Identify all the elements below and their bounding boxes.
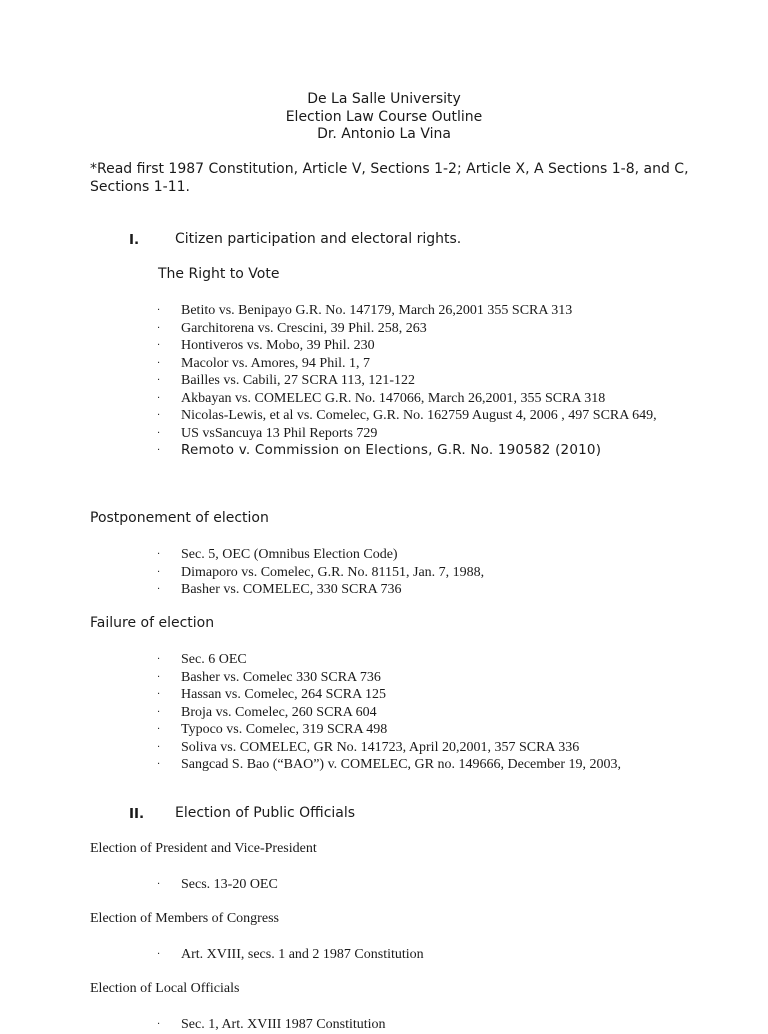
list-item: · Dimaporo vs. Comelec, G.R. No. 81151, Jan. 7, 1988,	[157, 564, 485, 580]
university-name: De La Salle University	[307, 91, 461, 107]
bullet-icon: ·	[157, 724, 161, 735]
list-item: · Remoto v. Commission on Elections, G.R. No. 190582 (2010)	[157, 442, 602, 458]
failure-list	[157, 651, 687, 774]
list-item: · Sangcad S. Bao (“BAO”) v. COMELEC, GR no. 149666, December 19, 2003,	[157, 757, 622, 772]
list-item: · US vsSancuya 13 Phil Reports 729	[157, 425, 378, 441]
list-item: · Basher vs. Comelec 330 SCRA 736	[157, 669, 381, 685]
bullet-icon: ·	[157, 322, 161, 334]
list-item: · Sec. 6 OEC	[157, 652, 247, 667]
list-item: · Secs. 13-20 OEC	[157, 877, 278, 892]
bullet-icon: ·	[157, 654, 161, 665]
bullet-icon: ·	[157, 445, 161, 456]
postponement-list	[157, 546, 687, 599]
bullet-icon: ·	[157, 357, 161, 369]
bullet-icon: ·	[157, 427, 161, 439]
bullet-icon: ·	[157, 584, 161, 595]
instructor-name: Dr. Antonio La Vina	[317, 126, 451, 142]
bullet-icon: ·	[157, 741, 161, 753]
list-item: · Typoco vs. Comelec, 319 SCRA 498	[157, 722, 388, 737]
subheading-right-to-vote: The Right to Vote	[158, 266, 280, 282]
local-list	[157, 1016, 687, 1034]
list-item: · Sec. 1, Art. XVIII 1987 Constitution	[157, 1017, 386, 1032]
list-item: · Broja vs. Comelec, 260 SCRA 604	[157, 704, 377, 720]
heading-president: Election of President and Vice-President	[90, 841, 317, 856]
bullet-icon: ·	[157, 375, 161, 386]
bullet-icon: ·	[157, 549, 161, 560]
list-item: · Macolor vs. Amores, 94 Phil. 1, 7	[157, 355, 370, 371]
bullet-icon: ·	[157, 305, 161, 316]
bullet-icon: ·	[157, 759, 161, 770]
section-title-1: Citizen participation and electoral rights.	[175, 231, 462, 247]
right-to-vote-list	[157, 302, 687, 460]
list-item: · Basher vs. COMELEC, 330 SCRA 736	[157, 582, 402, 597]
section-numeral-2: II.	[129, 806, 145, 822]
list-item: · Akbayan vs. COMELEC G.R. No. 147066, March 26,2001, 355 SCRA 318	[157, 390, 606, 406]
list-item: · Garchitorena vs. Crescini, 39 Phil. 258, 263	[157, 320, 427, 336]
bullet-icon: ·	[157, 410, 161, 421]
congress-list	[157, 946, 687, 964]
heading-failure: Failure of election	[90, 615, 215, 631]
bullet-icon: ·	[157, 566, 161, 578]
bullet-icon: ·	[157, 340, 161, 351]
heading-postponement: Postponement of election	[90, 510, 269, 526]
document-header	[0, 91, 768, 144]
course-title: Election Law Course Outline	[285, 108, 483, 125]
president-list	[157, 876, 687, 894]
reading-note: *Read first 1987 Constitution, Article V, Sections 1-2; Article X, A Sections 1-8, and C, Sections 1-11.	[90, 161, 689, 195]
section-numeral-1: I.	[129, 232, 140, 248]
section-title-2: Election of Public Officials	[175, 805, 356, 821]
list-item: · Sec. 5, OEC (Omnibus Election Code)	[157, 547, 398, 562]
list-item: · Soliva vs. COMELEC, GR No. 141723, April 20,2001, 357 SCRA 336	[157, 739, 580, 755]
bullet-icon: ·	[157, 1019, 161, 1030]
heading-local: Election of Local Officials	[90, 981, 240, 996]
list-item: · Art. XVIII, secs. 1 and 2 1987 Constitution	[157, 947, 424, 962]
list-item: · Hassan vs. Comelec, 264 SCRA 125	[157, 687, 386, 702]
bullet-icon: ·	[157, 671, 161, 683]
bullet-icon: ·	[157, 949, 161, 960]
bullet-icon: ·	[157, 392, 161, 404]
bullet-icon: ·	[157, 879, 161, 890]
bullet-icon: ·	[157, 689, 161, 700]
list-item: · Nicolas-Lewis, et al vs. Comelec, G.R. No. 162759 August 4, 2006 , 497 SCRA 649,	[157, 408, 657, 423]
bullet-icon: ·	[157, 706, 161, 718]
list-item: · Hontiveros vs. Mobo, 39 Phil. 230	[157, 338, 375, 353]
heading-congress: Election of Members of Congress	[90, 911, 279, 926]
list-item: · Bailles vs. Cabili, 27 SCRA 113, 121-122	[157, 373, 415, 388]
list-item: · Betito vs. Benipayo G.R. No. 147179, March 26,2001 355 SCRA 313	[157, 303, 573, 318]
